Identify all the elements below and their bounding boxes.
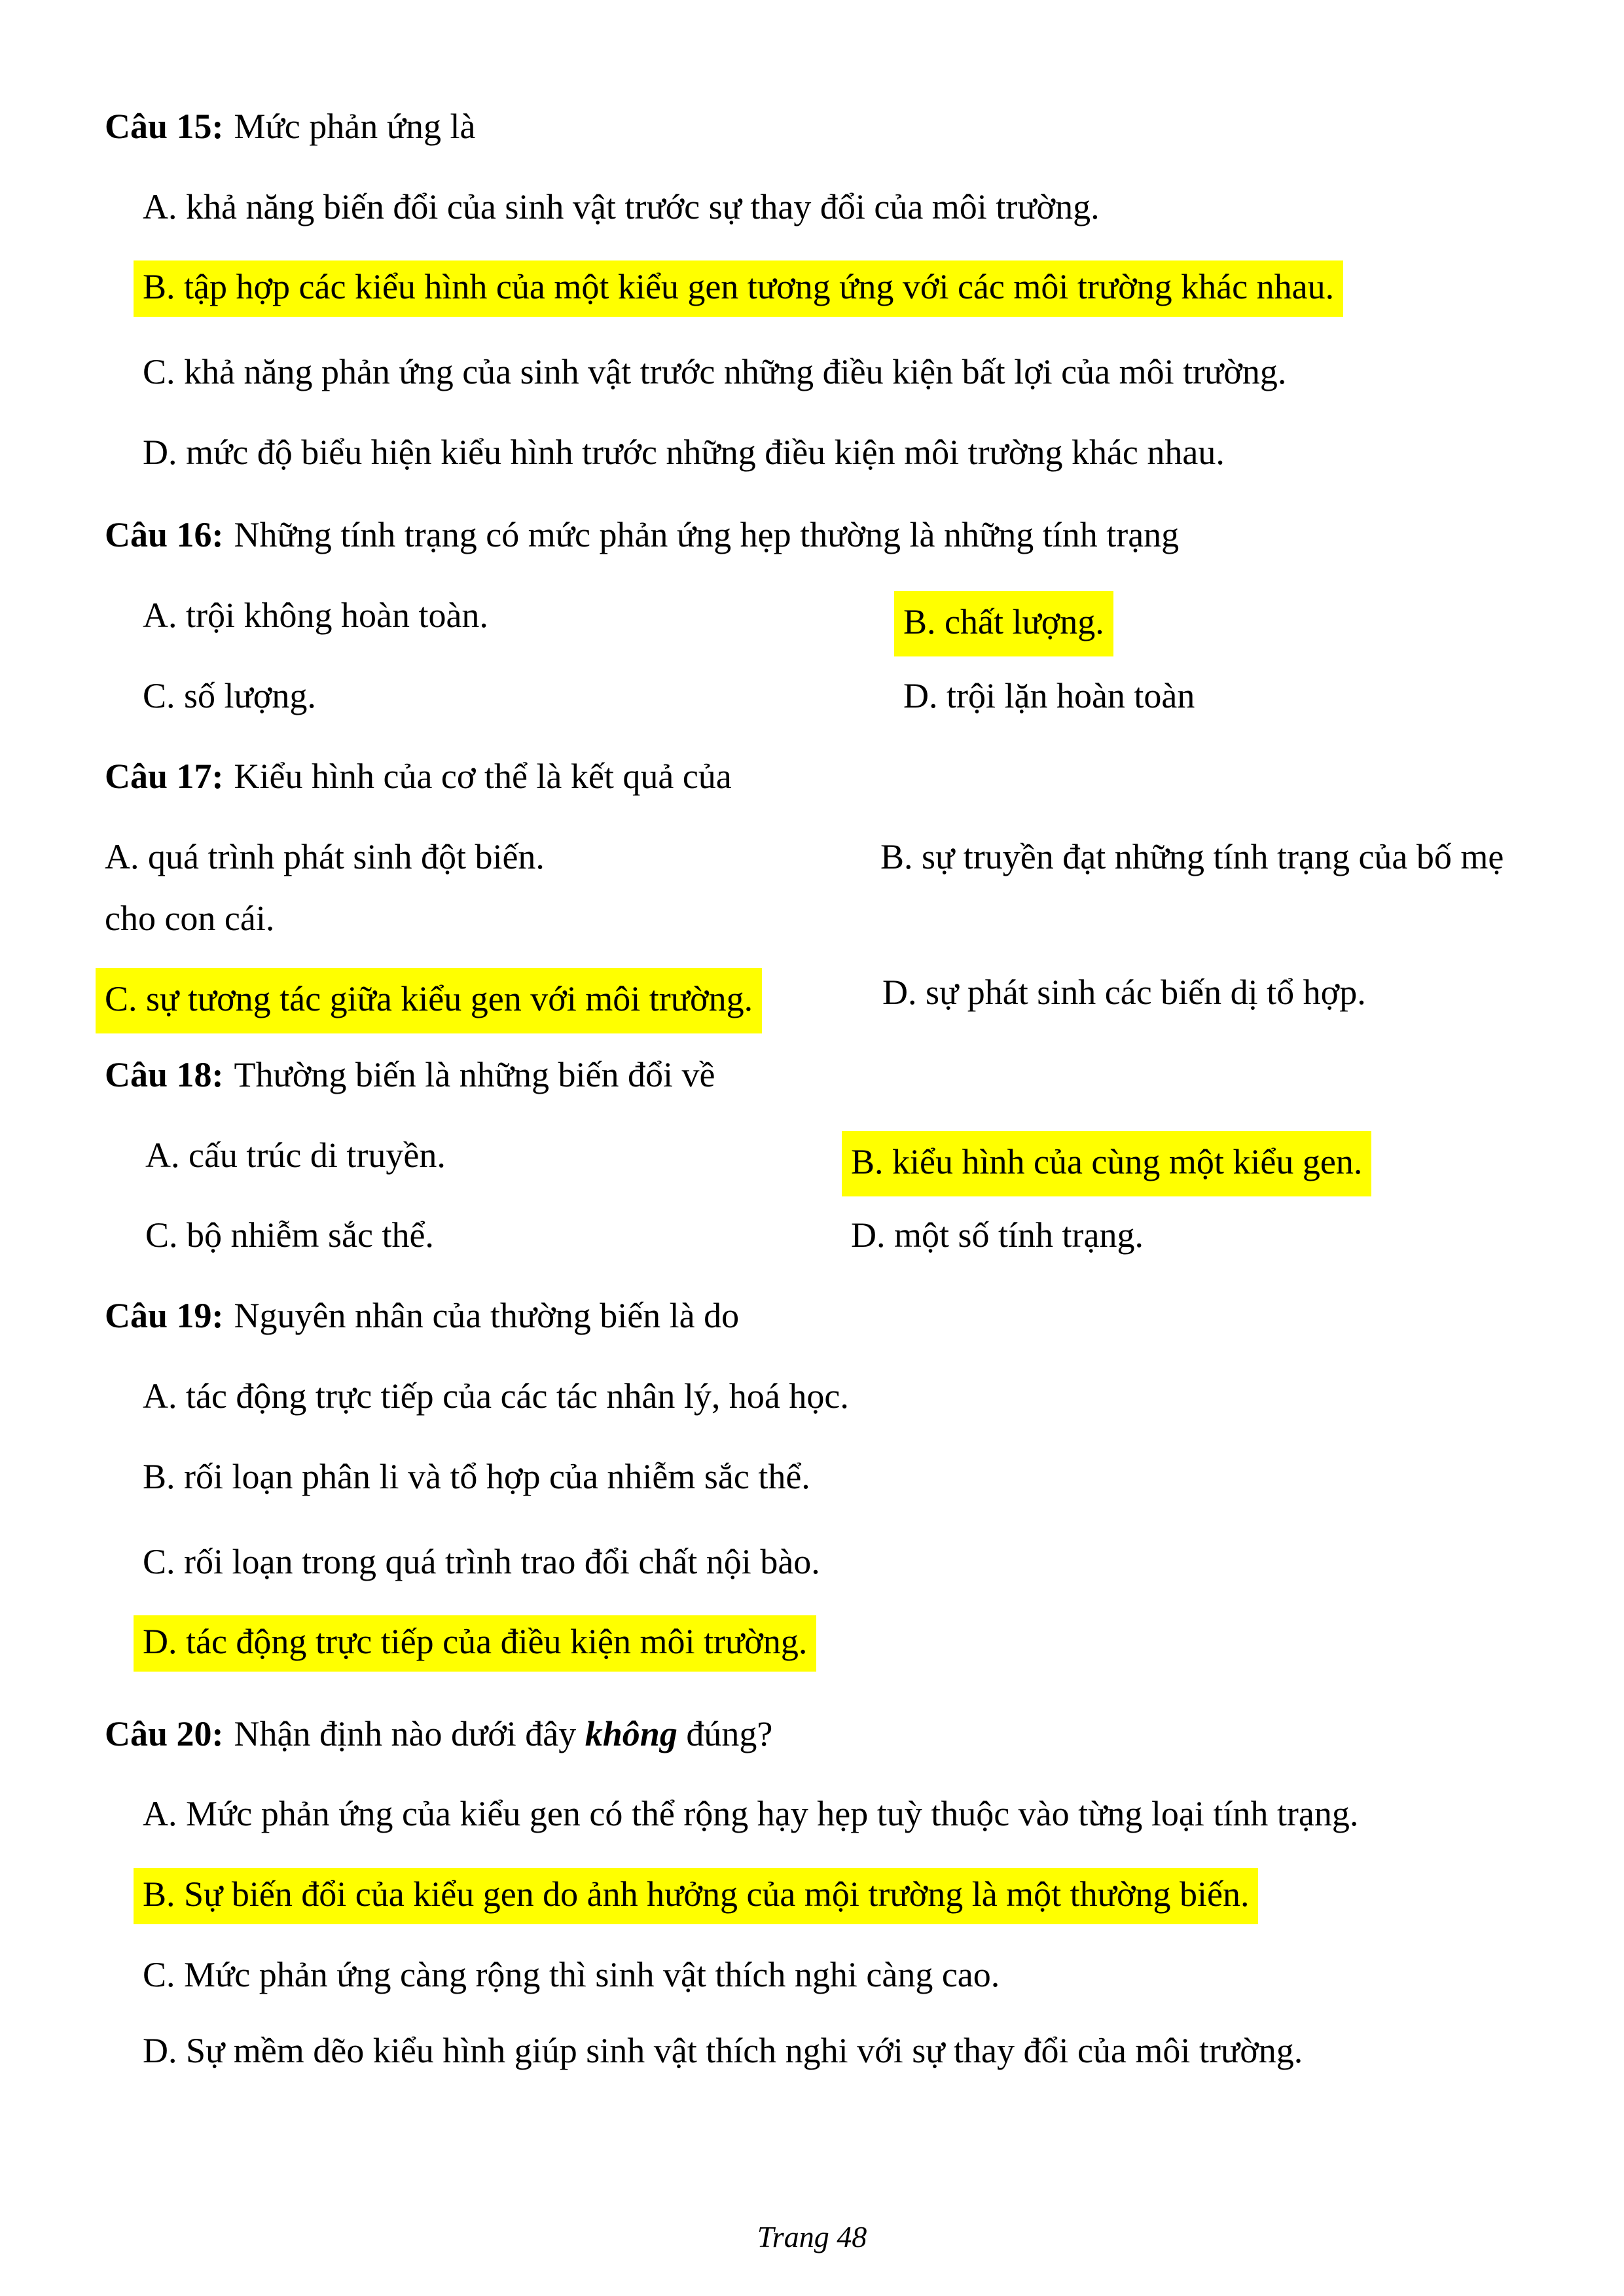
question-18-prompt: Thường biến là những biến đổi về [234,1055,715,1094]
question-20-option-a [143,1789,1358,1838]
highlighted-option-text: B. Sự biến đổi của kiểu gen do ảnh hưởng của mội trường là một thường biến. [134,1868,1258,1924]
option-text: C. Mức phản ứng càng rộng thì sinh vật thích nghi càng cao. [143,1955,1000,1994]
question-15-option-c [143,348,1286,396]
question-15-option-a [143,183,1100,231]
highlighted-option-text: D. tác động trực tiếp của điều kiện môi trường. [134,1615,816,1672]
question-16-option-b: B. chất lượng. [894,591,1113,656]
question-16-prompt: Những tính trạng có mức phản ứng hẹp thường là những tính trạng [234,515,1180,554]
question-19-label: Câu 19: [105,1296,224,1335]
question-17-option-a: A. quá trình phát sinh đột biến. [105,837,545,876]
question-17-label: Câu 17: [105,757,224,796]
option-text: C. khả năng phản ứng của sinh vật trước những điều kiện bất lợi của môi trường. [143,352,1287,391]
question-19-option-a [143,1372,849,1420]
option-text: D. Sự mềm dẽo kiểu hình giúp sinh vật thích nghi với sự thay đổi của môi trường. [143,2031,1303,2070]
page-footer [0,2217,1624,2257]
question-17-option-b-wrap [105,894,274,942]
question-19-option-d [143,1617,816,1666]
question-16-option-a: A. trội không hoàn toàn. [143,596,488,635]
question-18-label: Câu 18: [105,1055,224,1094]
question-17-prompt: Kiểu hình của cơ thể là kết quả của [234,757,732,796]
question-20-prompt-emphasis: không [585,1714,677,1753]
question-18-option-b: B. kiểu hình của cùng một kiểu gen. [842,1131,1371,1196]
question-19-header [105,1291,739,1340]
question-16-option-c: C. số lượng. [143,676,316,715]
question-20-prompt-pre: Nhận định nào dưới đây [234,1714,585,1753]
question-16-option-d: D. trội lặn hoàn toàn [903,676,1195,715]
question-17-header [105,752,732,800]
option-text: A. tác động trực tiếp của các tác nhân lý, hoá học. [143,1376,849,1416]
option-text: B. rối loạn phân li và tổ hợp của nhiễm sắc thể. [143,1457,810,1496]
option-text: A. khả năng biến đổi của sinh vật trước sự thay đổi của môi trường. [143,187,1100,226]
highlighted-option-text: B. tập hợp các kiểu hình của một kiểu gen tương ứng với các môi trường khác nhau. [134,260,1343,317]
question-15-option-b [143,262,1343,311]
question-20-label: Câu 20: [105,1714,224,1753]
question-19-prompt: Nguyên nhân của thường biến là do [234,1296,740,1335]
question-20-header [105,1710,772,1758]
question-19-option-b [143,1452,810,1501]
question-16-header [105,511,1179,559]
question-18-option-d: D. một số tính trạng. [851,1215,1144,1255]
question-17-option-b: B. sự truyền đạt những tính trạng của bố mẹ [880,837,1504,876]
question-15-option-d [143,428,1225,476]
question-18-header [105,1050,715,1099]
question-20-option-c [143,1950,1000,1999]
question-16-label: Câu 16: [105,515,224,554]
option-text: C. rối loạn trong quá trình trao đổi chất nội bào. [143,1542,820,1581]
question-19-option-c [143,1537,820,1586]
option-text: A. Mức phản ứng của kiểu gen có thể rộng hạy hẹp tuỳ thuộc vào từng loại tính trạng. [143,1794,1359,1833]
question-15-label: Câu 15: [105,107,224,146]
question-20-prompt-post: đúng? [677,1714,773,1753]
option-text: D. mức độ biểu hiện kiểu hình trước những điều kiện môi trường khác nhau. [143,433,1225,472]
question-17-option-d: D. sự phát sinh các biến dị tổ hợp. [882,973,1366,1012]
question-18-option-c: C. bộ nhiễm sắc thể. [145,1215,434,1255]
question-15-prompt: Mức phản ứng là [234,107,476,146]
question-20-option-d [143,2026,1303,2075]
question-17-option-c: C. sự tương tác giữa kiểu gen với môi trường. [96,968,762,1033]
option-text-wrap: cho con cái. [105,899,275,938]
question-20-option-b [143,1870,1258,1918]
page-number: Trang 48 [757,2220,867,2253]
question-15-header [105,102,475,151]
question-18-option-a: A. cấu trúc di truyền. [145,1136,446,1175]
